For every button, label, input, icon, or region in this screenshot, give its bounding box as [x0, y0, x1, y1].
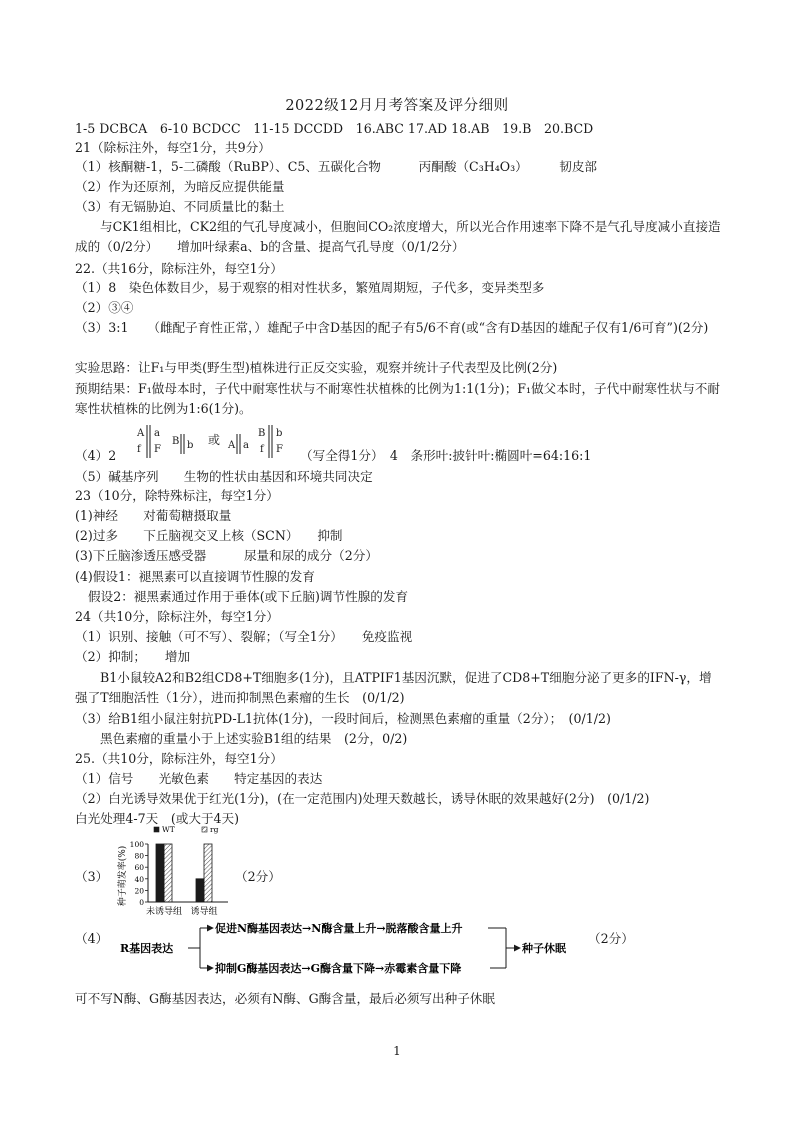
g2b-right-1: b [276, 428, 283, 439]
x-category-label: 未诱导组 [145, 907, 183, 917]
y-tick-label: 40 [134, 874, 144, 884]
legend-label-rg: rg [210, 825, 219, 834]
legend-label-WT: WT [162, 825, 175, 834]
q25-line-5-prefix: （4） [75, 931, 109, 946]
q25-header: 25.（共10分，除标注外，每空1分） [75, 751, 283, 766]
q24-line-5: 黑色素瘤的重量小于上述实验B1组的结果 (2分，0/2) [100, 731, 408, 746]
y-tick-label: 20 [134, 886, 144, 896]
flow-top-path: 促进N酶基因表达→N酶含量上升→脱落酸含量上升 [215, 922, 463, 935]
q25-line-4-prefix: （3） [75, 869, 109, 884]
legend-swatch-WT [154, 827, 159, 832]
y-tick-label: 80 [134, 851, 144, 861]
q23-line-5: 假设2：褪黑素通过作用于垂体(或下丘脑)调节性腺的发育 [88, 589, 409, 604]
q22-line-6-prefix: （4）2 [75, 448, 117, 463]
g1-left-2: f [137, 444, 141, 455]
q21-line-1: （1）核酮糖-1，5-二磷酸（RuBP）、C5、五碳化合物 丙酮酸（C₃H₄O₃） 韧皮部 [75, 159, 598, 174]
g2b-left-1: B [258, 428, 266, 439]
q25-line-1: （1）信号 光敏色素 特定基因的表达 [75, 771, 323, 786]
g2b-right-2: F [276, 444, 283, 455]
bar-rg-0 [164, 844, 172, 902]
q25-line-5-score: （2分） [588, 931, 634, 946]
g1-right-1: a [154, 428, 160, 439]
q21-line-2: （2）作为还原剂，为暗反应提供能量 [75, 179, 285, 194]
x-category-label: 诱导组 [190, 907, 218, 917]
q22-header: 22.（共16分，除标注外，每空1分） [75, 261, 283, 276]
legend-swatch-rg [202, 827, 207, 832]
bar-WT-1 [196, 879, 204, 902]
q22-line-1: （1）8 染色体数目少，易于观察的相对性状多，繁殖周期短，子代多，变异类型多 [75, 280, 545, 295]
g2b-left-2: f [260, 444, 264, 455]
q25-line-2: （2）白光诱导效果优于红光(1分)，(在一定范围内)处理天数越长，诱导休眠的效果越好(2分) (0/1/2) [75, 791, 650, 806]
germination-bar-chart [110, 824, 235, 924]
q23-header: 23（10分，除特殊标注，每空1分） [75, 488, 279, 503]
page-title: 2022级12月月考答案及评分细则 [285, 98, 509, 114]
q23-line-4: (4)假设1：褪黑素可以直接调节性腺的发育 [75, 569, 315, 584]
q23-line-3: (3)下丘脑渗透压感受器 尿量和尿的成分（2分） [75, 548, 378, 563]
q24-line-3: B1小鼠较A2和B2组CD8+T细胞多(1分)，且ATPIF1基因沉默，促进了CD8+T细胞分泌了更多的IFN-γ，增强了T细胞活性（1分），进而抑制黑色素瘤的生长 (0/1/2) [75, 670, 712, 705]
flow-bottom-path: 抑制G酶基因表达→G酶含量下降→赤霉素含量下降 [215, 962, 462, 975]
y-tick-label: 100 [129, 840, 144, 849]
q21-header: 21（除标注外，每空1分，共9分） [75, 140, 271, 155]
g-or-text: 或 [208, 433, 221, 447]
y-axis-label: 种子萌发率(%) [118, 845, 128, 907]
q21-line-3: （3）有无镉胁迫、不同质量比的黏土 [75, 199, 285, 214]
g2-left: A [228, 440, 236, 451]
q22-line-5: 预期结果：F₁做母本时，子代中耐寒性状与不耐寒性状植株的比例为1:1(1分)；F₁做父本时，子代中耐寒性状与不耐寒性状植株的比例为1:6(1分)。 [75, 381, 720, 416]
y-tick-label: 60 [134, 863, 144, 873]
q22-line-6-note: （写全得1分） 4 条形叶:披针叶:椭圆叶=64:16:1 [300, 448, 592, 463]
q25-footnote: 可不写N酶、G酶基因表达，必须有N酶、G酶含量，最后必须写出种子休眠 [75, 991, 495, 1006]
q22-line-4: 实验思路：让F₁与甲类(野生型)植株进行正反交实验，观察并统计子代表型及比例(2分) [75, 360, 558, 375]
g1-right-2: F [154, 444, 161, 455]
g1b-right: b [187, 440, 194, 451]
g2-right: a [243, 440, 249, 451]
q23-line-2: (2)过多 下丘脑视交叉上核（SCN） 抑制 [75, 528, 343, 543]
bar-rg-1 [204, 844, 212, 902]
genotype-diagram [130, 422, 310, 468]
y-tick-label: 0 [139, 898, 144, 907]
q22-line-3: （3）3:1 （雌配子育性正常，）雄配子中含D基因的配子有5/6不育(或“含有D基因的雄配子仅有1/6可育”)(2分) [75, 320, 709, 335]
page-number: 1 [393, 1044, 401, 1058]
q21-line-4: 与CK1组相比，CK2组的气孔导度减小，但胞间CO₂浓度增大，所以光合作用速率下降不是气孔导度减小直接造成的（0/2分） 增加叶绿素a、b的含量、提高气孔导度（0/1/2分） [75, 219, 721, 254]
g1-left-1: A [137, 428, 145, 439]
q24-line-1: （1）识别、接触（可不写）、裂解；（写全1分） 免疫监视 [75, 629, 413, 644]
flow-end-node: 种子休眠 [522, 942, 566, 955]
q24-line-2: （2）抑制； 增加 [75, 649, 191, 664]
bar-WT-0 [156, 844, 164, 902]
q24-header: 24（共10分，除标注外，每空1分） [75, 609, 279, 624]
multiple-choice-answers: 1-5 DCBCA 6-10 BCDCC 11-15 DCCDD 16.ABC 17.AD 18.AB 19.B 20.BCD [75, 121, 594, 136]
q22-line-7: （5）碱基序列 生物的性状由基因和环境共同决定 [75, 469, 373, 484]
q22-line-2: （2）③④ [75, 300, 134, 315]
q25-line-3: 白光处理4-7天 (或大于4天) [75, 811, 240, 826]
q25-line-4-score: （2分） [235, 869, 281, 884]
flow-start-node: R基因表达 [120, 942, 174, 955]
q24-line-4: （3）给B1组小鼠注射抗PD-L1抗体(1分)，一段时间后，检测黑色素瘤的重量（2分）； (0/1/2) [75, 711, 611, 726]
q23-line-1: (1)神经 对葡萄糖摄取量 [75, 508, 232, 523]
dormancy-flow-diagram [118, 916, 598, 980]
g1b-left: B [172, 436, 180, 447]
